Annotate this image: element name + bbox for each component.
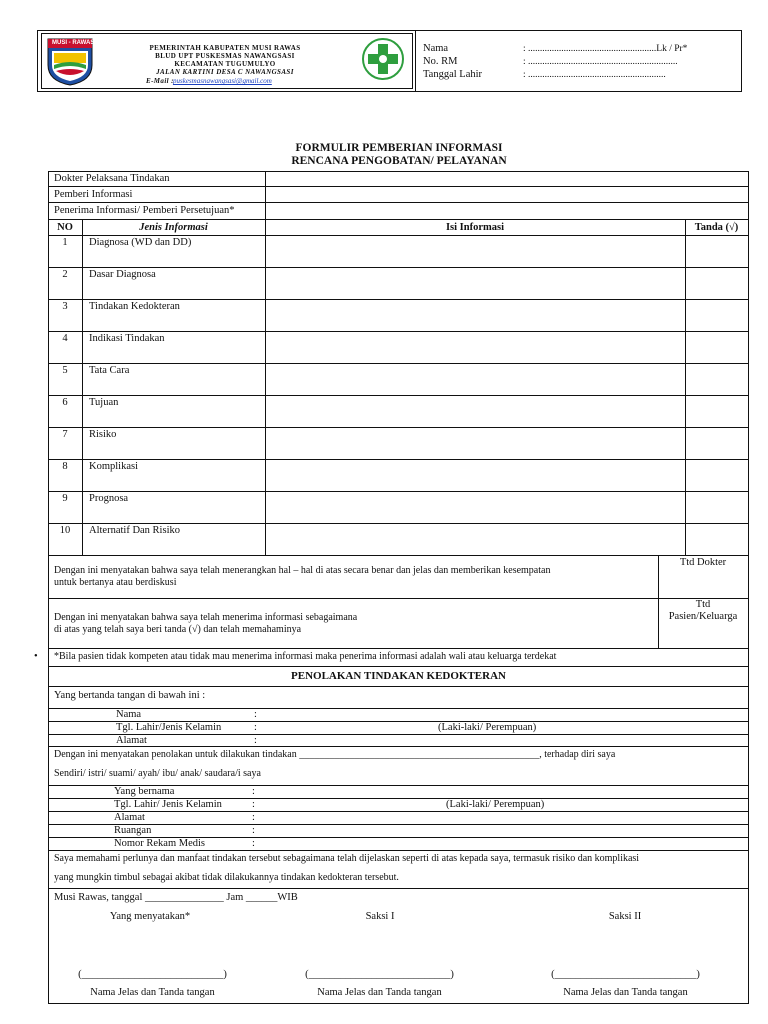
email-link[interactable]: puskesmasnawangsasi@gmail.com: [173, 77, 272, 85]
health-cross-icon: [360, 36, 406, 82]
row-8-jenis: Komplikasi: [89, 461, 138, 472]
row-4-no: 4: [62, 333, 68, 344]
row-6-jenis: Tujuan: [89, 397, 119, 408]
patient-dob2-label: Tgl. Lahir/ Jenis Kelamin: [114, 799, 222, 810]
patient-room-label: Ruangan: [114, 825, 152, 836]
row-3-no: 3: [62, 301, 68, 312]
refusal-declaration-2: Sendiri/ istri/ suami/ ayah/ ibu/ anak/ saudara/i saya: [54, 768, 261, 779]
signer-dob-label: Tgl. Lahir/Jenis Kelamin: [116, 722, 222, 733]
patient-room-colon[interactable]: :: [252, 825, 255, 836]
form-title-1: FORMULIR PEMBERIAN INFORMASI: [295, 142, 503, 154]
patient-sign-label-1: Ttd: [695, 599, 711, 610]
signer-address-label: Alamat: [116, 735, 147, 746]
signer-gender-option[interactable]: (Laki-laki/ Perempuan): [438, 722, 537, 733]
signer-dob-colon[interactable]: :: [254, 722, 257, 733]
patient-address2-colon[interactable]: :: [252, 812, 255, 823]
info-row-recipient: Penerima Informasi/ Pemberi Persetujuan*: [54, 205, 235, 216]
header-jenis: Jenis Informasi: [139, 222, 208, 233]
refusal-declaration-1: Dengan ini menyatakan penolakan untuk dilakukan tindakan ________________________________________________, terhadap diri saya: [54, 749, 616, 760]
doctor-sign-label: Ttd Dokter: [679, 557, 727, 568]
form-title-2: RENCANA PENGOBATAN/ PELAYANAN: [291, 155, 507, 167]
signer-address-colon[interactable]: :: [254, 735, 257, 746]
header-no: NO: [57, 222, 73, 233]
patient-name-label: Nama: [423, 43, 449, 54]
refusal-title: PENOLAKAN TINDAKAN KEDOKTERAN: [291, 670, 506, 682]
row-4-jenis: Indikasi Tindakan: [89, 333, 165, 344]
patient-name-value[interactable]: : ......................................................Lk / Pr*: [523, 44, 688, 54]
patient-statement-2: di atas yang telah saya beri tanda (√) dan telah memahaminya: [54, 624, 302, 635]
patient-sign-label-2: Pasien/Keluarga: [668, 611, 738, 622]
patient-dob-label: Tanggal Lahir: [423, 69, 483, 80]
row-10-jenis: Alternatif Dan Risiko: [89, 525, 180, 536]
info-value-informant[interactable]: [266, 187, 748, 202]
refusal-intro: Yang bertanda tangan di bawah ini :: [54, 690, 206, 701]
row-5-no: 5: [62, 365, 68, 376]
doctor-statement-1: Dengan ini menyatakan bahwa saya telah menerangkan hal – hal di atas secara benar dan jelas dan memberikan kesempatan: [54, 565, 551, 576]
signature-line-3[interactable]: (___________________________): [551, 969, 700, 980]
signature-line-1[interactable]: (___________________________): [78, 969, 227, 980]
row-3-jenis: Tindakan Kedokteran: [89, 301, 180, 312]
signer-name-label: Nama: [116, 709, 142, 720]
row-2-no: 2: [62, 269, 68, 280]
row-1-no: 1: [62, 237, 68, 248]
patient-mrn-label: Nomor Rekam Medis: [114, 838, 205, 849]
row-7-jenis: Risiko: [89, 429, 117, 440]
org-line-3: KECAMATAN TUGUMULYO: [174, 60, 276, 68]
row-2-jenis: Dasar Diagnosa: [89, 269, 156, 280]
patient-gender-option[interactable]: (Laki-laki/ Perempuan): [446, 799, 545, 810]
patient-mrn-colon[interactable]: :: [252, 838, 255, 849]
signer-name-colon[interactable]: :: [254, 709, 257, 720]
signature-line-2[interactable]: (___________________________): [305, 969, 454, 980]
patient-statement-1: Dengan ini menyatakan bahwa saya telah menerima informasi sebagaimana: [54, 612, 358, 623]
info-value-recipient[interactable]: [266, 203, 748, 219]
patient-named-colon[interactable]: :: [252, 786, 255, 797]
note-text: *Bila pasien tidak kompeten atau tidak mau menerima informasi maka penerima informasi adalah wali atau keluarga terdekat: [54, 651, 557, 662]
org-line-4: JALAN KARTINI DESA C NAWANGSASI: [156, 68, 294, 76]
info-row-doctor: Dokter Pelaksana Tindakan: [54, 173, 170, 184]
org-line-2: BLUD UPT PUSKESMAS NAWANGSASI: [155, 52, 295, 60]
org-line-1: PEMERINTAH KABUPATEN MUSI RAWAS: [149, 44, 301, 52]
row-8-no: 8: [62, 461, 68, 472]
understanding-1: Saya memahami perlunya dan manfaat tindakan tersebut sebagaimana telah dijelaskan seperti di atas kepada saya, termasuk risiko dan komplikasi: [54, 853, 640, 864]
note-bullet: •: [34, 651, 38, 662]
doctor-statement-2: untuk bertanya atau berdiskusi: [54, 577, 177, 588]
header-tanda: Tanda (√): [694, 222, 739, 233]
logo-text: MUSI - RAWAS: [52, 40, 95, 46]
place-date[interactable]: Musi Rawas, tanggal _______________ Jam ______WIB: [54, 892, 298, 903]
patient-named-label: Yang bernama: [114, 786, 175, 797]
patient-address2-label: Alamat: [114, 812, 145, 823]
patient-rm-label: No. RM: [423, 56, 458, 67]
signature-caption-1: Nama Jelas dan Tanda tangan: [90, 987, 215, 998]
row-10-no: 10: [59, 525, 71, 536]
row-7-no: 7: [62, 429, 68, 440]
signer-2-role: Saksi I: [365, 911, 395, 922]
row-6-no: 6: [62, 397, 68, 408]
row-1-jenis: Diagnosa (WD dan DD): [89, 237, 192, 248]
row-9-jenis: Prognosa: [89, 493, 129, 504]
signer-1-role: Yang menyatakan*: [109, 911, 191, 922]
email-label: E-Mail :: [146, 77, 174, 85]
row-5-jenis: Tata Cara: [89, 365, 130, 376]
info-row-informant: Pemberi Informasi: [54, 189, 133, 200]
info-value-doctor[interactable]: [266, 172, 748, 186]
header-isi: Isi Informasi: [445, 222, 505, 233]
signature-caption-2: Nama Jelas dan Tanda tangan: [317, 987, 442, 998]
signature-caption-3: Nama Jelas dan Tanda tangan: [563, 987, 688, 998]
patient-dob2-colon[interactable]: :: [252, 799, 255, 810]
patient-dob-value[interactable]: : ..........................................................: [523, 70, 666, 80]
patient-rm-value[interactable]: : ...............................................................: [523, 57, 678, 67]
signer-3-role: Saksi II: [608, 911, 642, 922]
district-logo: [44, 35, 96, 87]
understanding-2: yang mungkin timbul sebagai akibat tidak dilakukannya tindakan kedokteran tersebut.: [54, 872, 399, 883]
row-9-no: 9: [62, 493, 68, 504]
